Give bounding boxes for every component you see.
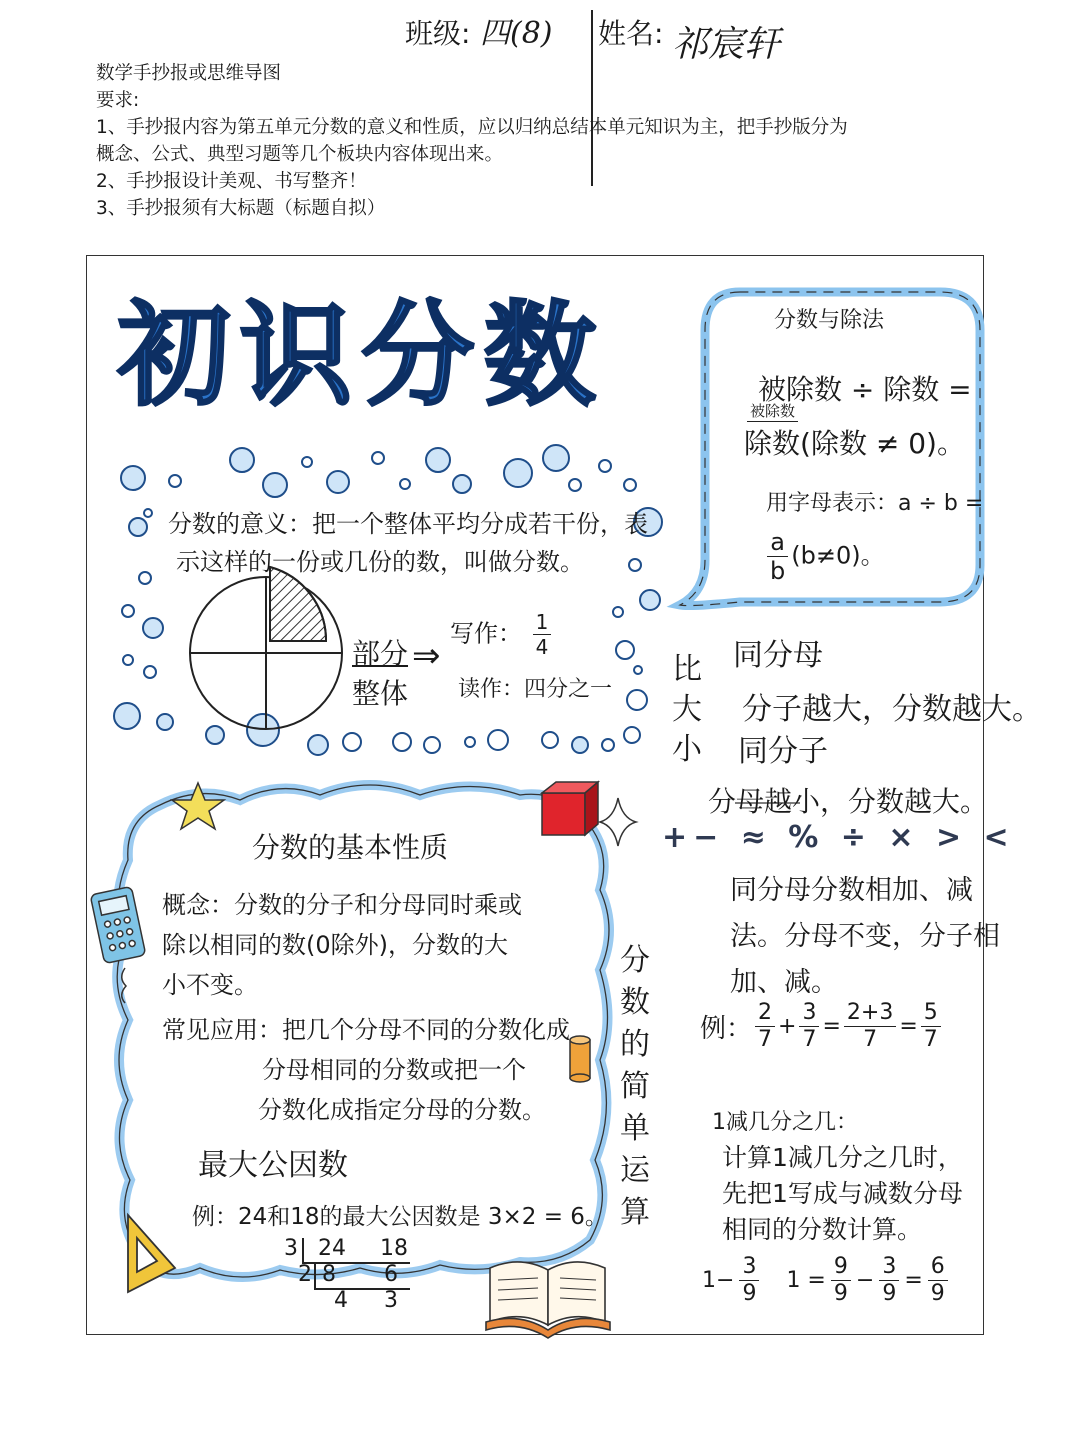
- concept-line2: 除以相同的数(0除外)，分数的大: [162, 931, 508, 959]
- cube-icon: [542, 782, 598, 835]
- ops-char-4: 简: [620, 1069, 650, 1104]
- req-item1a: 1、手抄报内容为第五单元分数的意义和性质，应以归纳总结本单元知识为主，把手抄版分为: [96, 117, 848, 138]
- om-b-den: 9: [833, 1281, 848, 1306]
- cylinder-icon: [570, 1036, 590, 1082]
- ab-den: b: [770, 557, 786, 585]
- division-frac-num: 被除数: [747, 404, 798, 422]
- divisor-2: 2: [298, 1262, 312, 1287]
- concept-line3: 小不变。: [162, 971, 258, 999]
- ops-char-5: 单: [620, 1111, 650, 1146]
- one-minus-title: 1减几分之几：: [712, 1110, 858, 1135]
- compare-char-1: 比: [672, 652, 702, 687]
- req-item3: 3、手抄报须有大标题（标题自拟）: [96, 198, 386, 219]
- ops-char-3: 的: [620, 1027, 650, 1062]
- req-line2: 要求:: [96, 90, 140, 111]
- addsub-f4-num: 5: [921, 1002, 941, 1027]
- dividend-1b: 18: [380, 1236, 408, 1261]
- om-ex-a: 1−: [702, 1268, 735, 1293]
- om-c-den: 9: [882, 1281, 897, 1306]
- arrow-icon: ⇒: [412, 636, 441, 676]
- om-a-den: 9: [742, 1281, 757, 1306]
- addsub-line1: 同分母分数相加、减: [730, 875, 973, 906]
- basic-concept: [162, 885, 522, 1005]
- triangle-ruler-icon: [128, 1215, 175, 1292]
- division-heading: 分数与除法: [774, 308, 885, 333]
- om-d-den: 9: [930, 1281, 945, 1306]
- class-label: 班级:: [405, 17, 471, 50]
- om-a-num: 3: [739, 1256, 759, 1281]
- om-eq: =: [904, 1268, 923, 1293]
- dividend-2a: 8: [322, 1262, 336, 1287]
- operations-vertical-title: [620, 940, 650, 1234]
- same-numerator: 同分子: [738, 734, 828, 769]
- poster-title: 初识分数: [118, 291, 606, 421]
- sparkle-icon: [600, 798, 636, 846]
- dividend-1a: 24: [318, 1236, 346, 1261]
- compare-side-label: [672, 650, 702, 770]
- same-numerator-rule: 分母越小，分数越大。: [708, 785, 989, 818]
- basic-application: [162, 1010, 570, 1130]
- write-row: [450, 612, 554, 657]
- pie-diagram: [190, 567, 342, 729]
- compare-char-2: 大: [672, 692, 702, 727]
- write-frac-num: 1: [533, 612, 552, 635]
- part-label: 部分: [352, 637, 409, 670]
- same-denominator-rule: 分子越大，分数越大。: [742, 692, 1042, 727]
- addsub-example-label: 例：: [700, 1014, 753, 1044]
- divisor-1: 3: [284, 1236, 298, 1261]
- ops-char-1: 分: [620, 943, 650, 978]
- req-line1: 数学手抄报或思维导图: [96, 63, 282, 84]
- addsub-line3: 加、减。: [730, 967, 838, 998]
- addsub-f4-den: 7: [923, 1027, 938, 1052]
- ab-num: a: [767, 530, 788, 557]
- addsub-example: [700, 1002, 944, 1051]
- concept-line1: 概念：分数的分子和分母同时乘或: [162, 891, 522, 919]
- read-label: 读作：四分之一: [458, 677, 613, 702]
- gcd-title: 最大公因数: [198, 1148, 348, 1183]
- quotient-b: 3: [384, 1288, 398, 1313]
- division-letters-expr: a ÷ b =: [898, 491, 984, 516]
- addsub-f1-den: 7: [758, 1027, 773, 1052]
- dividend-2b: 6: [384, 1262, 398, 1287]
- write-label: 写作：: [450, 619, 522, 648]
- addsub-eq-1: =: [822, 1014, 841, 1039]
- one-minus-example: [702, 1256, 951, 1305]
- meaning-line2: 示这样的一份或几份的数，叫做分数。: [176, 548, 584, 576]
- app-line3: 分数化成指定分母的分数。: [258, 1096, 546, 1124]
- same-denominator: 同分母: [733, 638, 823, 673]
- quotient-a: 4: [334, 1288, 348, 1313]
- one-minus-line1: 计算1减几分之几时，: [722, 1143, 963, 1172]
- one-minus-line3: 相同的分数计算。: [722, 1215, 923, 1244]
- addsub-f3-num: 2+3: [844, 1002, 896, 1027]
- addsub-f3-den: 7: [863, 1027, 878, 1052]
- meaning-line1: 分数的意义：把一个整体平均分成若干份，表: [168, 510, 648, 538]
- om-d-num: 6: [928, 1256, 948, 1281]
- addsub-line2: 法。分母不变，分子相: [730, 921, 1000, 952]
- class-value: 四(8): [480, 16, 553, 51]
- ops-char-7: 算: [620, 1195, 650, 1230]
- om-minus: −: [855, 1268, 875, 1293]
- one-minus-line2: 先把1写成与减数分母: [722, 1179, 963, 1208]
- om-c-num: 3: [879, 1256, 899, 1281]
- book-icon: [486, 1262, 610, 1338]
- ops-char-6: 运: [620, 1153, 650, 1188]
- om-ex-b: 1 =: [786, 1268, 826, 1293]
- addsub-f1-num: 2: [755, 1002, 775, 1027]
- calculator-icon: [90, 886, 146, 963]
- division-tail: (除数 ≠ 0)。: [800, 427, 965, 460]
- name-label: 姓名:: [598, 17, 664, 50]
- req-item2: 2、手抄报设计美观、书写整齐！: [96, 171, 367, 192]
- addsub-plus: +: [778, 1014, 797, 1039]
- ops-char-2: 数: [620, 985, 650, 1020]
- one-minus-rule: [722, 1140, 963, 1248]
- division-fraction: [744, 402, 801, 422]
- addsub-rule: [730, 868, 1000, 1006]
- division-line2: [744, 422, 965, 462]
- division-ab: [764, 530, 885, 583]
- division-letters: [766, 486, 983, 517]
- division-line1: 被除数 ÷ 除数 =: [758, 373, 972, 406]
- write-frac-den: 4: [535, 635, 549, 659]
- division-letters-label: 用字母表示：: [766, 491, 899, 516]
- req-item1b: 概念、公式、典型习题等几个板块内容体现出来。: [96, 144, 504, 165]
- om-b-num: 9: [831, 1256, 851, 1281]
- compare-char-3: 小: [672, 732, 702, 767]
- math-symbols-row: +− ≈ % ÷ × > <: [662, 820, 1015, 855]
- app-line2: 分母相同的分数或把一个: [262, 1056, 526, 1084]
- basic-heading: 分数的基本性质: [252, 831, 449, 864]
- addsub-f2-den: 7: [802, 1027, 817, 1052]
- whole-label: 整体: [352, 677, 409, 710]
- gcd-example: 例：24和18的最大公因数是 3×2 = 6。: [192, 1204, 608, 1230]
- division-frac-den: 除数: [744, 427, 801, 460]
- meaning-block: [168, 505, 648, 581]
- addsub-f2-num: 3: [799, 1002, 819, 1027]
- name-value: 祁宸轩: [672, 24, 781, 65]
- app-line1: 常见应用：把几个分母不同的分数化成: [162, 1016, 570, 1044]
- addsub-eq-2: =: [899, 1014, 918, 1039]
- ab-tail: (b≠0)。: [791, 541, 885, 570]
